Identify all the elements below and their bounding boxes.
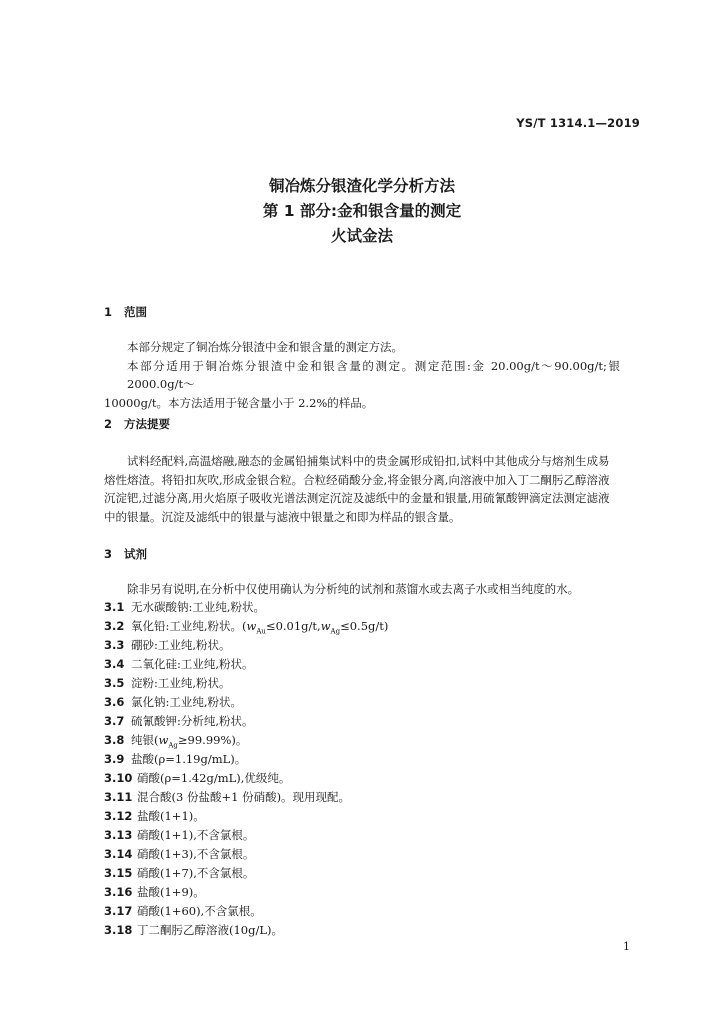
- section-title: 方法提要: [124, 417, 170, 431]
- title-line-1: 铜冶炼分银渣化学分析方法: [268, 177, 455, 195]
- page-number: 1: [623, 940, 630, 953]
- paragraph: 除非另有说明,在分析中仅使用确认为分析纯的试剂和蒸馏水或去离子水或相当纯度的水。: [127, 582, 580, 596]
- list-item: 3.14 硝酸(1+3),不含氯根。: [104, 847, 255, 861]
- list-item: 3.8 纯银$(w_{Ag}\ge 99.99\%)$。: [104, 733, 248, 750]
- list-item: 3.16 盐酸(1+9)。: [104, 885, 205, 899]
- section-2-body: [104, 452, 620, 526]
- section-title: 试剂: [124, 547, 147, 561]
- section-1-heading: [104, 304, 147, 320]
- standard-code: YS/T 1314.1—2019: [516, 116, 640, 130]
- list-item: 3.10 硝酸(ρ=1.42g/mL),优级纯。: [104, 771, 291, 785]
- list-item: 3.11 混合酸(3 份盐酸+1 份硝酸)。现用现配。: [104, 790, 351, 804]
- section-3-intro: [104, 580, 620, 599]
- list-item: 3.17 硝酸(1+60),不含氯根。: [104, 904, 262, 918]
- section-number: 1: [104, 305, 113, 319]
- list-item: 3.13 硝酸(1+1),不含氯根。: [104, 828, 255, 842]
- list-item: 3.3 硼砂:工业纯,粉状。: [104, 638, 231, 652]
- section-title: 范围: [124, 305, 147, 319]
- list-item: 3.6 氯化钠:工业纯,粉状。: [104, 695, 243, 709]
- paragraph-continuation: 熔性熔渣。将铅扣灰吹,形成金银合粒。合粒经硝酸分金,将金银分离,向溶液中加入丁二酮肟乙醇溶液: [104, 472, 610, 487]
- title-line-3: 火试金法: [330, 227, 393, 245]
- list-item: 3.1 无水碳酸钠:工业纯,粉状。: [104, 600, 266, 614]
- paragraph-continuation: 10000g/t。本方法适用于铋含量小于 2.2%的样品。: [104, 395, 374, 410]
- paragraph-continuation: 中的银量。沉淀及滤纸中的银量与滤液中银量之和即为样品的银含量。: [104, 509, 461, 524]
- list-item: 3.2 氧化铅:工业纯,粉状。$(w_{Au}\le 0.01g/t,w_{Ag}\le 0.5g/t)$: [104, 619, 389, 636]
- list-item: 3.18 丁二酮肟乙醇溶液(10g/L)。: [104, 923, 283, 937]
- list-item: 3.7 硫氰酸钾:分析纯,粉状。: [104, 714, 254, 728]
- paragraph: 本部分适用于铜冶炼分银渣中金和银含量的测定。测定范围:金 20.00g/t～90.00g/t;银 2000.0g/t～: [127, 358, 620, 391]
- document-title: [0, 174, 724, 249]
- list-item: 3.4 二氧化硅:工业纯,粉状。: [104, 657, 254, 671]
- section-number: 2: [104, 417, 113, 431]
- section-1-body: [104, 338, 620, 412]
- list-item: 3.9 盐酸(ρ=1.19g/mL)。: [104, 752, 247, 766]
- section-2-heading: [104, 416, 170, 432]
- title-line-2: 第 1 部分:金和银含量的测定: [262, 202, 462, 220]
- paragraph-continuation: 沉淀钯,过滤分离,用火焰原子吸收光谱法测定沉淀及滤纸中的金量和银量,用硫氰酸钾滴定法测定滤液: [104, 491, 610, 505]
- paragraph: 本部分规定了铜冶炼分银渣中金和银含量的测定方法。: [127, 340, 403, 354]
- section-number: 3: [104, 547, 113, 561]
- list-item: 3.12 盐酸(1+1)。: [104, 809, 205, 823]
- paragraph: 试料经配料,高温熔融,融态的金属铅捕集试料中的贵金属形成铅扣,试料中其他成分与熔剂生成易: [127, 454, 610, 468]
- section-3-heading: [104, 546, 147, 562]
- list-item: 3.15 硝酸(1+7),不含氯根。: [104, 866, 255, 880]
- list-item: 3.5 淀粉:工业纯,粉状。: [104, 676, 231, 690]
